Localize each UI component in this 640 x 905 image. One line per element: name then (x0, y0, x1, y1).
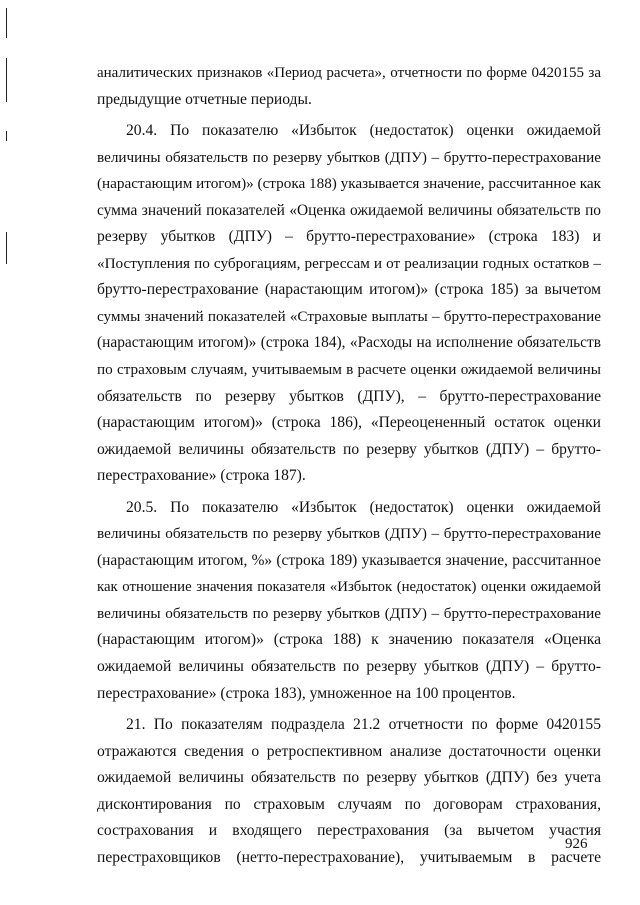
text-line: дисконтирования по страховым случаям по договорам страхования, (97, 795, 601, 813)
text-line: 20.4. По показателю «Избыток (недостаток) оценки ожидаемой (126, 122, 601, 140)
margin-line (6, 232, 7, 264)
paragraph-21 (97, 712, 601, 871)
text-line: 21. По показателям подраздела 21.2 отчетности по форме 0420155 (126, 716, 601, 734)
text-line: ожидаемой величины обязательств по резерву убытков (ДПУ) – брутто- (97, 658, 601, 676)
text-line: сострахования и входящего перестрахования (за вычетом участия (97, 822, 601, 840)
text-line: предыдущие отчетные периоды. (97, 90, 312, 108)
text-line: резерву убытков (ДПУ) – брутто-перестрахование» (строка 183) и (97, 228, 601, 246)
text-line: перестрахование» (строка 183), умноженное на 100 процентов. (97, 684, 516, 702)
text-line: аналитических признаков «Период расчета», отчетности по форме 0420155 за (97, 65, 601, 81)
text-line: сумма значений показателей «Оценка ожидаемой величины обязательств по (97, 201, 601, 219)
text-line: (нарастающим итогом)» (строка 184), «Расходы на исполнение обязательств (97, 334, 601, 352)
text-line: как отношение значения показателя «Избыток (недостаток) оценки ожидаемой (97, 579, 601, 596)
text-line: величины обязательств по резерву убытков (ДПУ) – брутто-перестрахование (97, 148, 601, 166)
body-text (97, 60, 601, 871)
text-line: величины обязательств по резерву убытков (ДПУ) – брутто-перестрахование (97, 604, 601, 622)
text-line: брутто-перестрахование (нарастающим итогом)» (строка 185) за вычетом (97, 281, 601, 299)
text-line: (нарастающим итогом)» (строка 186), «Переоцененный остаток оценки (97, 414, 601, 432)
text-line: «Поступления по суброгациям, регрессам и от реализации годных остатков – (97, 254, 601, 272)
text-line: (нарастающим итогом)» (строка 188) к значению показателя «Оценка (97, 631, 601, 649)
text-line: по страховым случаям, учитываемым в расчете оценки ожидаемой величины (97, 361, 601, 379)
paragraph-intro (97, 60, 601, 113)
paragraph-20-4 (97, 118, 601, 490)
text-line: отражаются сведения о ретроспективном анализе достаточности оценки (97, 742, 601, 760)
margin-line (6, 8, 7, 38)
margin-line (6, 58, 7, 102)
text-line: (нарастающим итогом, %» (строка 189) указывается значение, рассчитанное (97, 551, 601, 569)
text-line: обязательств по резерву убытков (ДПУ), – брутто-перестрахование (97, 387, 601, 405)
text-line: перестрахование» (строка 187). (97, 467, 306, 485)
margin-line (6, 131, 7, 141)
text-line: ожидаемой величины обязательств по резерву убытков (ДПУ) без учета (97, 769, 601, 787)
text-line: суммы значений показателей «Страховые выплаты – брутто-перестрахование (97, 307, 601, 325)
paragraph-20-5 (97, 495, 601, 707)
text-line: перестраховщиков (нетто-перестрахование), учитываемым в расчете (97, 848, 601, 866)
text-line: 20.5. По показателю «Избыток (недостаток) оценки ожидаемой (126, 498, 601, 516)
text-line: (нарастающим итогом)» (строка 188) указывается значение, рассчитанное как (97, 175, 602, 193)
text-line: величины обязательств по резерву убытков (ДПУ) – брутто-перестрахование (97, 525, 601, 543)
text-line: ожидаемой величины обязательств по резерву убытков (ДПУ) – брутто- (97, 440, 601, 458)
page-number: 926 (565, 836, 588, 852)
